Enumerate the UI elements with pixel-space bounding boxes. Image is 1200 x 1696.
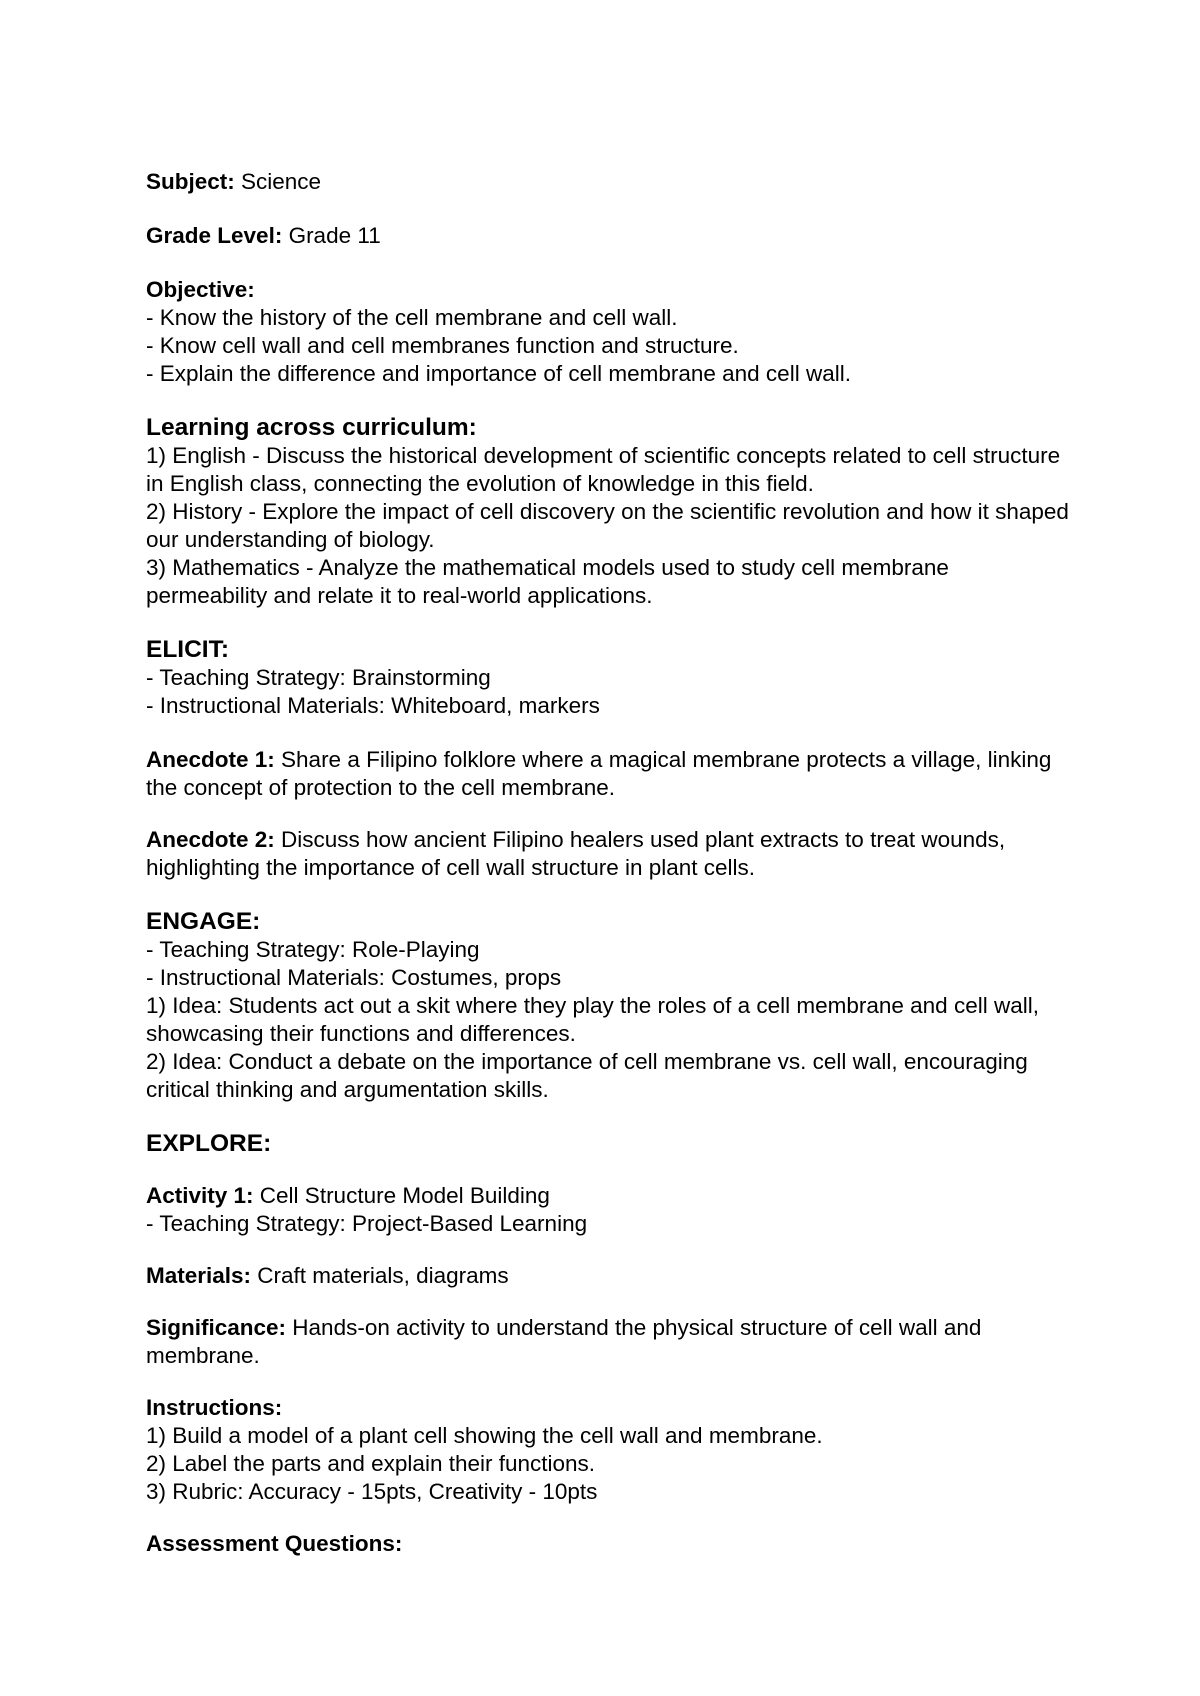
objective-item: - Know cell wall and cell membranes function and structure. — [146, 333, 739, 358]
engage-item: 1) Idea: Students act out a skit where they play the roles of a cell membrane and cell wall, showcasing their functions and differences. — [146, 993, 1039, 1046]
engage-heading: ENGAGE: — [146, 908, 261, 935]
significance-label: Significance: — [146, 1315, 287, 1340]
grade-line — [146, 222, 1076, 250]
instruction-item: 1) Build a model of a plant cell showing the cell wall and membrane. — [146, 1423, 823, 1448]
lesson-plan-document — [146, 168, 1076, 1558]
grade-value: Grade 11 — [282, 223, 381, 248]
significance-line — [146, 1314, 1076, 1370]
engage-item: - Instructional Materials: Costumes, props — [146, 965, 562, 990]
activity-text: Cell Structure Model Building — [253, 1183, 550, 1208]
subject-value: Science — [234, 169, 322, 194]
anecdote-2-text: Discuss how ancient Filipino healers used plant extracts to treat wounds, highlighting the importance of cell wall structure in plant cells. — [146, 827, 1006, 880]
activity-label: Activity 1: — [146, 1183, 254, 1208]
elicit-item: - Teaching Strategy: Brainstorming — [146, 665, 491, 690]
elicit-heading: ELICIT: — [146, 636, 230, 663]
objective-item: - Know the history of the cell membrane and cell wall. — [146, 305, 678, 330]
instructions-heading: Instructions: — [146, 1395, 283, 1420]
grade-label: Grade Level: — [146, 223, 283, 248]
explore-heading: EXPLORE: — [146, 1130, 272, 1157]
anecdote-1-text: Share a Filipino folklore where a magical membrane protects a village, linking the concept of protection to the cell membrane. — [146, 747, 1052, 800]
learning-heading: Learning across curriculum: — [146, 414, 477, 441]
learning-item: 2) History - Explore the impact of cell discovery on the scientific revolution and how it shaped our understanding of biology. — [146, 499, 1069, 552]
materials-line — [146, 1262, 1076, 1290]
activity-line — [146, 1182, 1076, 1210]
engage-item: 2) Idea: Conduct a debate on the importance of cell membrane vs. cell wall, encouraging critical thinking and argumentation skills. — [146, 1049, 1028, 1102]
instruction-item: 3) Rubric: Accuracy - 15pts, Creativity - 10pts — [146, 1479, 598, 1504]
anecdote-2 — [146, 826, 1076, 882]
anecdote-1 — [146, 746, 1076, 802]
significance-text: Hands-on activity to understand the physical structure of cell wall and membrane. — [146, 1315, 982, 1368]
materials-text: Craft materials, diagrams — [251, 1263, 509, 1288]
objective-item: - Explain the difference and importance of cell membrane and cell wall. — [146, 361, 851, 386]
anecdote-2-label: Anecdote 2: — [146, 827, 275, 852]
instruction-item: 2) Label the parts and explain their functions. — [146, 1451, 596, 1476]
materials-label: Materials: — [146, 1263, 252, 1288]
subject-label: Subject: — [146, 169, 235, 194]
engage-item: - Teaching Strategy: Role-Playing — [146, 937, 480, 962]
anecdote-1-label: Anecdote 1: — [146, 747, 275, 772]
objective-heading: Objective: — [146, 277, 255, 302]
learning-item: 3) Mathematics - Analyze the mathematical models used to study cell membrane permeability and relate it to real-world applications. — [146, 555, 949, 608]
subject-line — [146, 168, 1076, 196]
assessment-heading: Assessment Questions: — [146, 1531, 403, 1556]
elicit-item: - Instructional Materials: Whiteboard, markers — [146, 693, 600, 718]
activity-strategy: - Teaching Strategy: Project-Based Learning — [146, 1211, 588, 1236]
learning-item: 1) English - Discuss the historical development of scientific concepts related to cell structure in English class, connecting the evolution of knowledge in this field. — [146, 443, 1061, 496]
